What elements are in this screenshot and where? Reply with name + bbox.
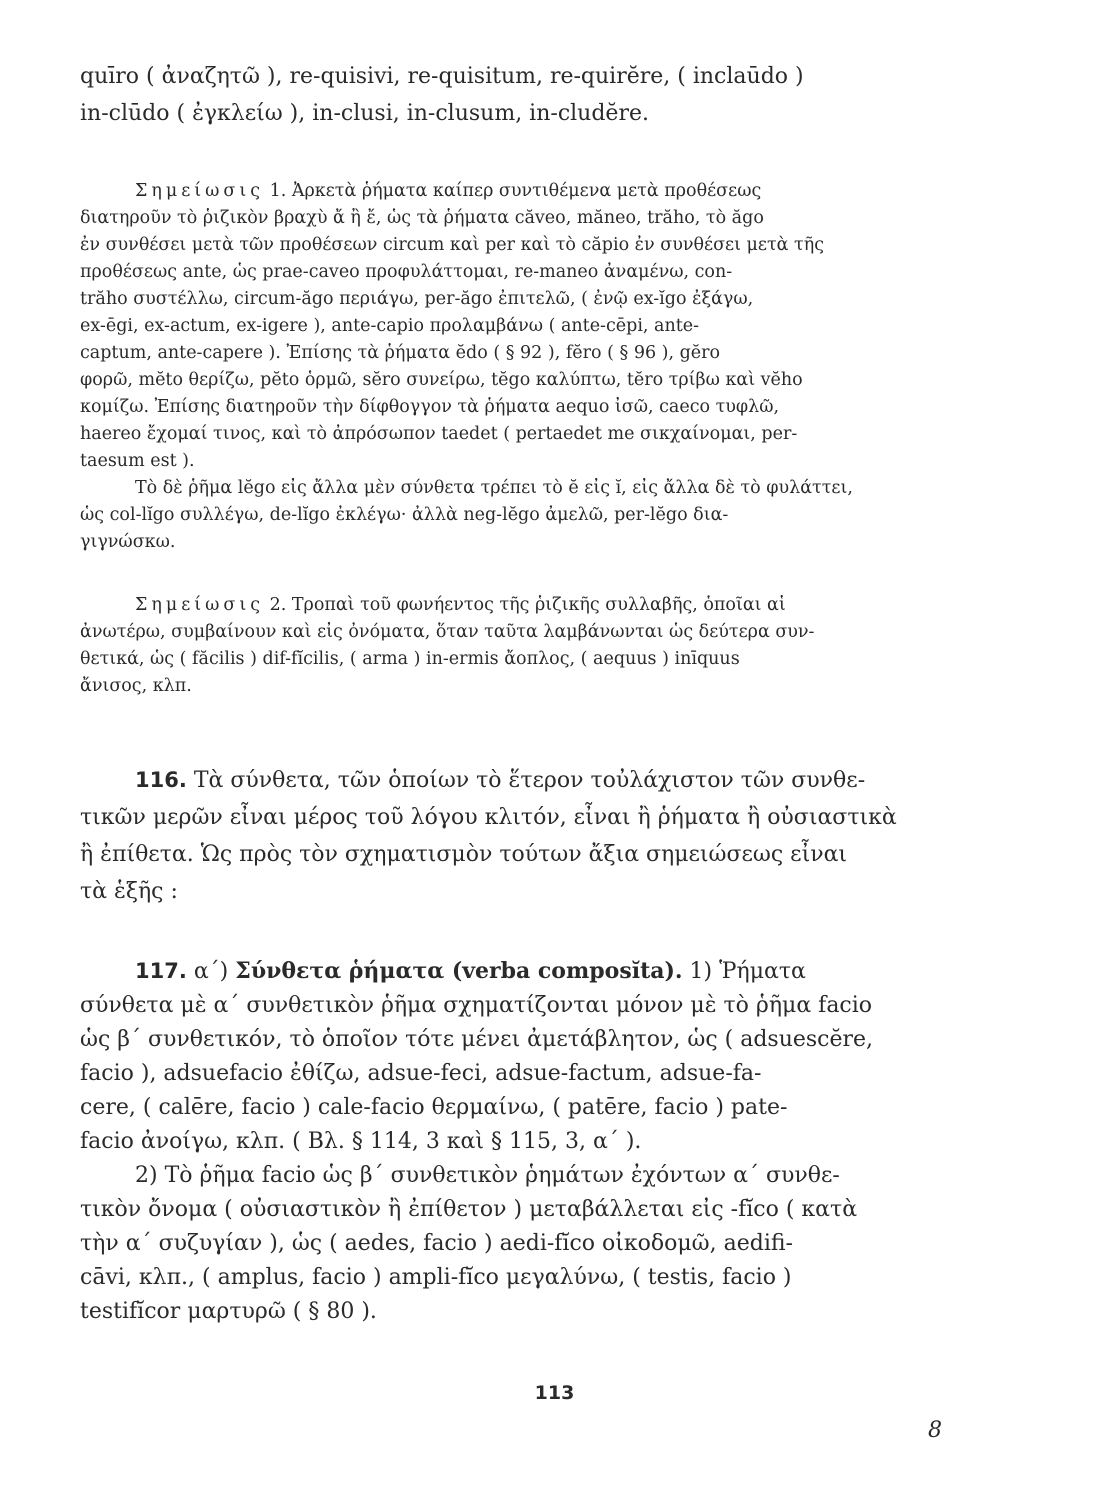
text-line: διατηροῦν τὸ ῥιζικὸν βραχὺ ἄ ἢ ἔ, ὡς τὰ ῥήματα căveo, măneo, trăho, τὸ ăgo xyxy=(80,208,764,228)
text-line: γιγνώσκω. xyxy=(80,532,176,552)
section-number: 117. xyxy=(135,959,187,983)
text-line: haereo ἔχομαί τινος, καὶ τὸ ἀπρόσωπον taedet ( pertaedet me σικχαίνομαι, per- xyxy=(80,424,798,444)
note-label: Σημείωσις xyxy=(135,595,265,615)
text-line: facio ἀνοίγω, κλπ. ( Βλ. § 114, 3 καὶ § 115, 3, α΄ ). xyxy=(80,1129,642,1154)
text-line: testifĭcor μαρτυρῶ ( § 80 ). xyxy=(80,1299,377,1324)
text-line: ὡς col-lĭgo συλλέγω, de-lĭgo ἐκλέγω· ἀλλὰ neg-lĕgo ἀμελῶ, per-lĕgo δια- xyxy=(80,505,729,525)
page-number: 113 xyxy=(534,1382,575,1404)
section-117-first-line: 117. α΄) Σύνθετα ῥήματα (verba composĭta). 1) Ῥήματα xyxy=(135,958,806,984)
text-line: ἀνωτέρω, συμβαίνουν καὶ εἰς ὀνόματα, ὅταν ταῦτα λαμβάνωνται ὡς δεύτερα συν- xyxy=(80,622,815,642)
text-line: ex-ēgi, ex-actum, ex-igere ), ante-capio προλαμβάνω ( ante-cēpi, ante- xyxy=(80,316,700,336)
text-line: ὡς β΄ συνθετικόν, τὸ ὁποῖον τότε μένει ἀμετάβλητον, ὡς ( adsuescĕre, xyxy=(80,1027,874,1052)
text-line: προθέσεως ante, ὡς prae-caveo προφυλάττομαι, re-maneo ἀναμένω, con- xyxy=(80,262,733,282)
text-line: ἄνισος, κλπ. xyxy=(80,676,192,696)
note-2-heading-line: Σημείωσις 2. Τροπαὶ τοῦ φωνήεντος τῆς ῥιζικῆς συλλαβῆς, ὁποῖαι αἱ xyxy=(135,595,786,615)
text-line: τικῶν μερῶν εἶναι μέρος τοῦ λόγου κλιτόν, εἶναι ἢ ῥήματα ἢ οὐσιαστικὰ xyxy=(80,805,897,830)
text-line: taesum est ). xyxy=(80,451,195,471)
section-title: Σύνθετα ῥήματα (verba composĭta). xyxy=(235,958,683,984)
text-line: facio ), adsuefacio ἐθίζω, adsue-feci, adsue-factum, adsue-fa- xyxy=(80,1061,762,1086)
note-1-heading-line: Σημείωσις 1. Ἀρκετὰ ῥήματα καίπερ συντιθέμενα μετὰ προθέσεως xyxy=(135,181,762,201)
text-line: τὴν α΄ συζυγίαν ), ὡς ( aedes, facio ) aedi-fĭco οἰκοδομῶ, aedifi- xyxy=(80,1231,793,1256)
text-line: cāvi, κλπ., ( amplus, facio ) ampli-fĭco μεγαλύνω, ( testis, facio ) xyxy=(80,1265,792,1290)
text-line: in-clūdo ( ἐγκλείω ), in-clusi, in-clusum, in-cludĕre. xyxy=(80,101,649,126)
text-line: quīro ( ἀναζητῶ ), re-quisivi, re-quisitum, re-quirĕre, ( inclaūdo ) xyxy=(80,64,804,89)
note-1 xyxy=(80,178,935,556)
text-line: Τὸ δὲ ῥῆμα lĕgo εἰς ἄλλα μὲν σύνθετα τρέπει τὸ ĕ εἰς ĭ, εἰς ἄλλα δὲ τὸ φυλάττει, xyxy=(135,478,853,498)
section-116-first-line: 116. Τὰ σύνθετα, τῶν ὁποίων τὸ ἕτερον τοὐλάχιστον τῶν συνθε- xyxy=(135,768,866,793)
note-2 xyxy=(80,592,935,700)
text-line: τικὸν ὄνομα ( οὐσιαστικὸν ἢ ἐπίθετον ) μεταβάλλεται εἰς -fĭco ( κατὰ xyxy=(80,1197,858,1222)
text-line: cere, ( calēre, facio ) cale-facio θερμαίνω, ( patēre, facio ) pate- xyxy=(80,1095,788,1120)
text-line: θετικά, ὡς ( făcilis ) dif-fĭcilis, ( arma ) in-ermis ἄοπλος, ( aequus ) inīquus xyxy=(80,649,740,669)
text-line: σύνθετα μὲ α΄ συνθετικὸν ῥῆμα σχηματίζονται μόνον μὲ τὸ ῥῆμα facio xyxy=(80,993,873,1018)
text-line: trăho συστέλλω, circum-ăgo περιάγω, per-ăgo ἐπιτελῶ, ( ἐνῷ ex-ĭgo ἐξάγω, xyxy=(80,289,754,309)
text-line: τὰ ἑξῆς : xyxy=(80,879,178,904)
intro-paragraph xyxy=(80,58,935,132)
section-number: 116. xyxy=(135,768,187,792)
text-line: κομίζω. Ἐπίσης διατηροῦν τὴν δίφθογγον τὰ ῥήματα aequo ἰσῶ, caeco τυφλῶ, xyxy=(80,397,780,417)
text-line: ἐν συνθέσει μετὰ τῶν προθέσεων circum καὶ per καὶ τὸ căpio ἐν συνθέσει μετὰ τῆς xyxy=(80,235,824,255)
text-line: ἢ ἐπίθετα. Ὡς πρὸς τὸν σχηματισμὸν τούτων ἄξια σημειώσεως εἶναι xyxy=(80,842,848,867)
section-116 xyxy=(80,762,935,910)
signature-mark: 8 xyxy=(928,1418,942,1443)
text-line: φορῶ, mĕto θερίζω, pĕto ὁρμῶ, sĕro συνείρω, tĕgo καλύπτω, tĕro τρίβω καὶ vĕho xyxy=(80,370,803,390)
note-label: Σημείωσις xyxy=(135,181,265,201)
section-117 xyxy=(80,954,935,1329)
text-line: captum, ante-capere ). Ἐπίσης τὰ ῥήματα ĕdo ( § 92 ), fĕro ( § 96 ), gĕro xyxy=(80,343,721,363)
text-line: 2) Τὸ ῥῆμα facio ὡς β΄ συνθετικὸν ῥημάτων ἐχόντων α΄ συνθε- xyxy=(135,1163,840,1188)
